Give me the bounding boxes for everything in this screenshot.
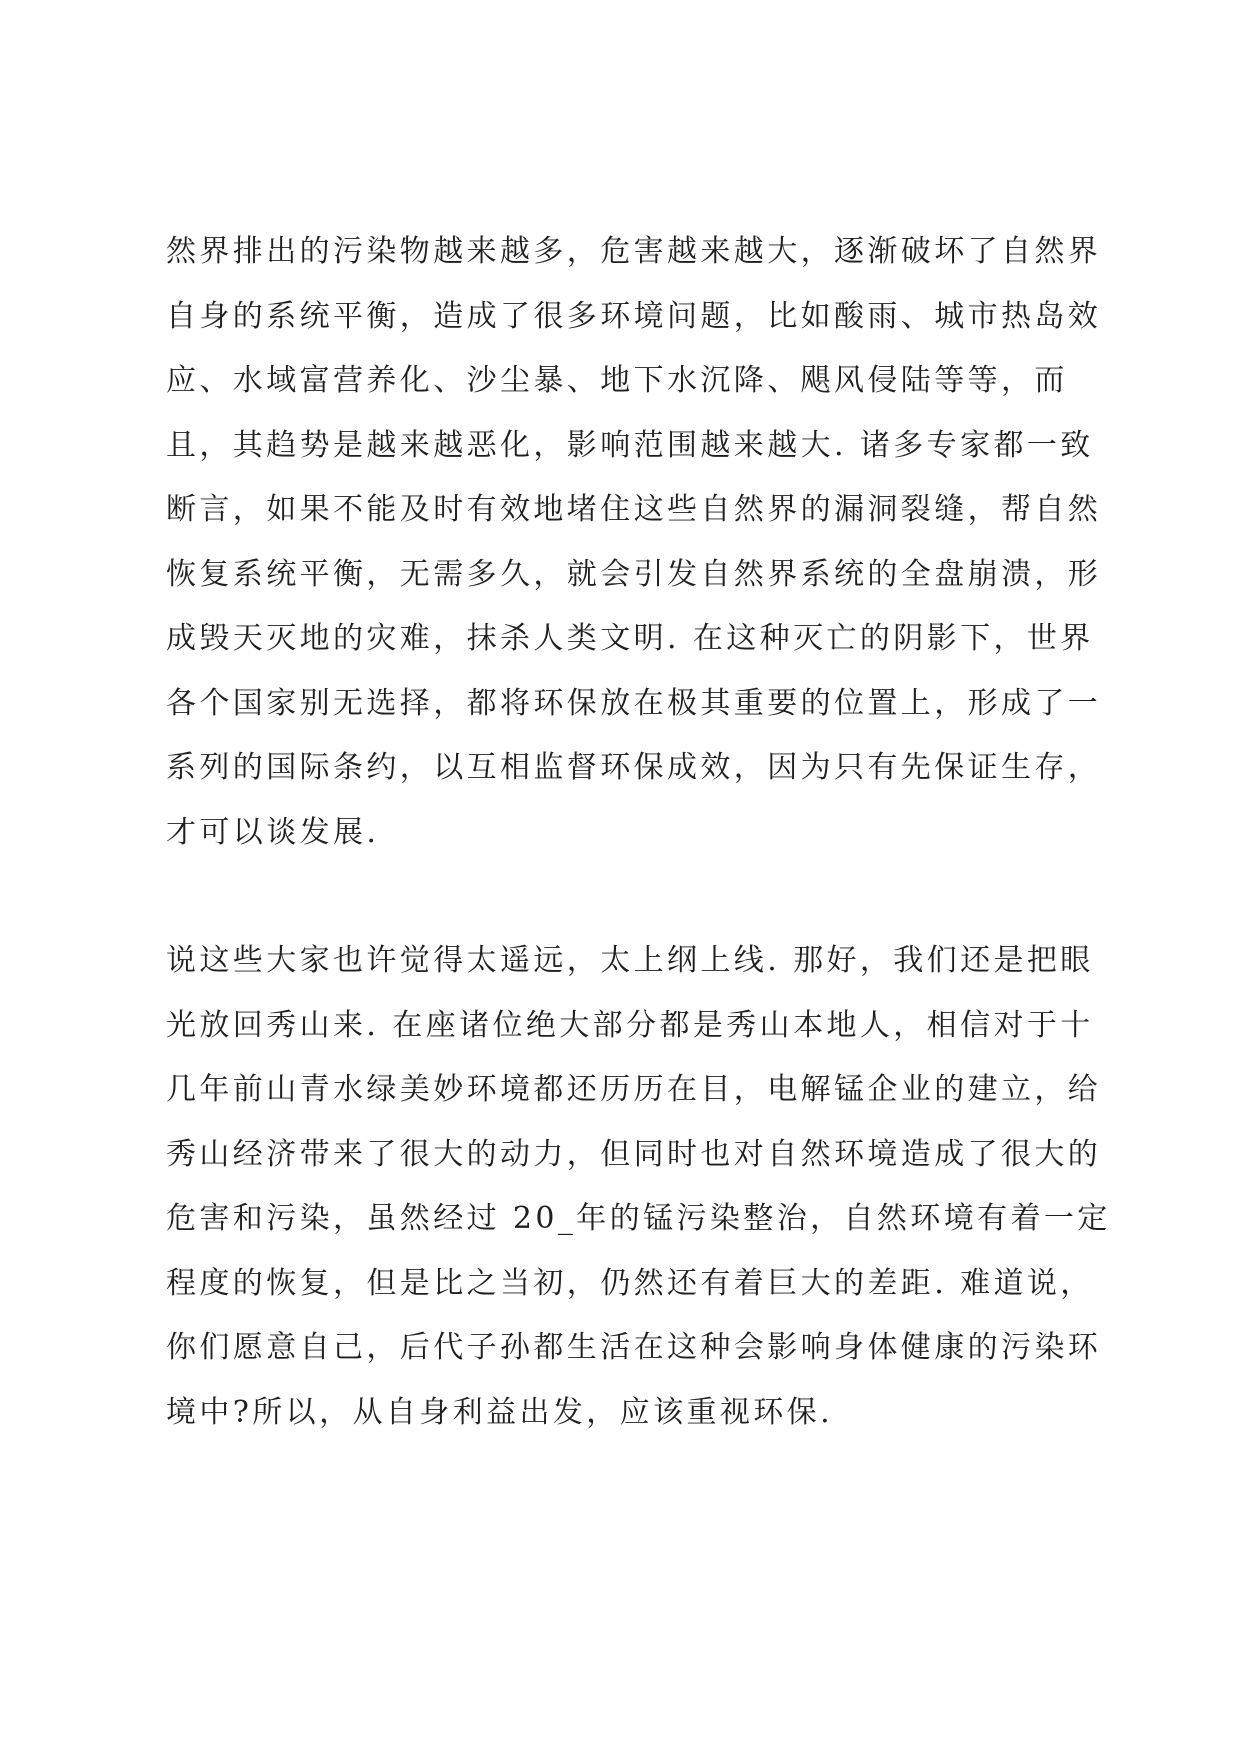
text-line: 程度的恢复，但是比之当初，仍然还有着巨大的差距. 难道说， — [166, 1265, 1094, 1301]
text-line: 才可以谈发展. — [166, 814, 380, 850]
text-line: 说这些大家也许觉得太遥远，太上纲上线. 那好，我们还是把眼 — [166, 943, 1094, 978]
text-line: 境中?所以，从自身利益出发，应该重视环保. — [166, 1394, 834, 1430]
text-line: 危害和污染，虽然经过 20_年的锰污染整治，自然环境有着一定 — [166, 1201, 1111, 1236]
text-line: 几年前山青水绿美妙环境都还历历在目，电解锰企业的建立，给 — [166, 1072, 1102, 1107]
text-line: 然界排出的污染物越来越多，危害越来越大，逐渐破坏了自然界 — [166, 234, 1102, 269]
text-line: 成毁天灭地的灾难，抹杀人类文明. 在这种灭亡的阴影下，世界 — [166, 621, 1094, 656]
text-line: 各个国家别无选择，都将环保放在极其重要的位置上，形成了一 — [166, 685, 1102, 721]
paragraph-1 — [166, 224, 1102, 869]
text-line: 应、水域富营养化、沙尘暴、地下水沉降、飓风侵陆等等，而 — [166, 363, 1068, 398]
text-line: 你们愿意自己，后代子孙都生活在这种会影响身体健康的污染环 — [166, 1330, 1102, 1365]
text-line: 恢复系统平衡，无需多久，就会引发自然界系统的全盘崩溃，形 — [166, 556, 1102, 592]
text-line: 自身的系统平衡，造成了很多环境问题，比如酸雨、城市热岛效 — [166, 298, 1102, 334]
text-line: 系列的国际条约，以互相监督环保成效，因为只有先保证生存， — [166, 750, 1102, 785]
text-line: 秀山经济带来了很大的动力，但同时也对自然环境造成了很大的 — [166, 1136, 1102, 1172]
text-line: 光放回秀山来. 在座诸位绝大部分都是秀山本地人，相信对于十 — [166, 1007, 1094, 1043]
text-line: 断言，如果不能及时有效地堵住这些自然界的漏洞裂缝，帮自然 — [166, 492, 1102, 527]
text-line: 且，其趋势是越来越恶化，影响范围越来越大. 诸多专家都一致 — [166, 427, 1094, 463]
paragraph-2 — [166, 933, 1111, 1449]
